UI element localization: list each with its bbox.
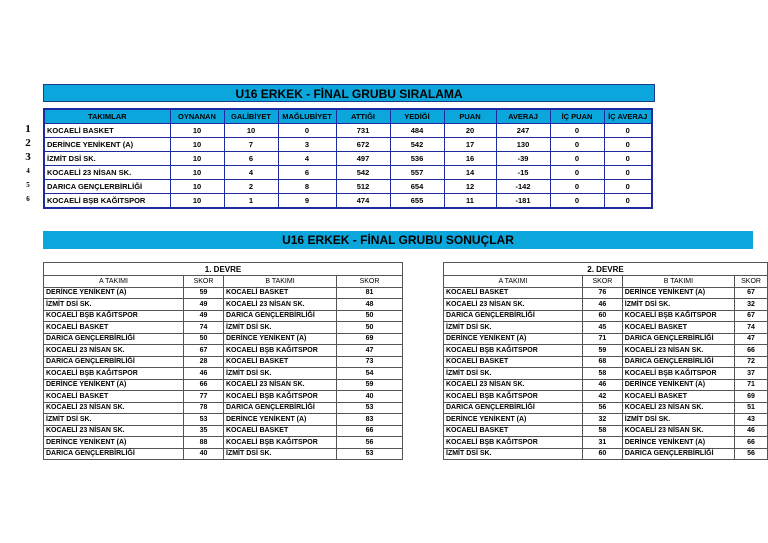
team-name: KOCAELİ BASKET [224,287,337,299]
stat-cell: 655 [390,194,444,209]
score-cell: 74 [735,322,768,334]
first-half-header-cell: A TAKIMI [44,276,184,288]
result-row [444,414,768,426]
stat-cell: -15 [496,166,550,180]
result-row [444,379,768,391]
standings-header-row [44,109,652,124]
score-cell: 40 [337,391,403,403]
first-half-header-cell: B TAKIMI [224,276,337,288]
score-cell: 43 [735,414,768,426]
stat-cell: 0 [604,166,652,180]
result-row [444,322,768,334]
stat-cell: 3 [278,138,336,152]
result-row [44,333,403,345]
first-half-header-cell: SKOR [337,276,403,288]
team-name: DERİNCE YENİKENT (A) [444,333,583,345]
stat-cell: 10 [170,138,224,152]
stat-cell: 497 [336,152,390,166]
team-name: KOCAELİ 23 NİSAN SK. [224,379,337,391]
team-name: İZMİT DSİ SK. [224,322,337,334]
team-name: DERİNCE YENİKENT (A) [224,333,337,345]
result-row [444,345,768,357]
score-cell: 59 [582,345,622,357]
team-name: KOCAELİ BŞB KAĞITSPOR [224,345,337,357]
stat-cell: -39 [496,152,550,166]
stat-cell: 10 [170,166,224,180]
score-cell: 66 [337,425,403,437]
standings-table [43,108,653,209]
stat-cell: 4 [224,166,278,180]
score-cell: 47 [735,333,768,345]
stat-cell: 0 [604,152,652,166]
team-name: KOCAELİ BŞB KAĞITSPOR [444,391,583,403]
score-cell: 53 [184,414,224,426]
rank-number: 2 [25,137,31,149]
team-name: KOCAELİ BASKET [224,425,337,437]
team-name: DERİNCE YENİKENT (A) [44,138,170,152]
stat-cell: 10 [224,124,278,138]
result-row [444,425,768,437]
standings-title: U16 ERKEK - FİNAL GRUBU SIRALAMA [43,84,655,102]
stat-cell: 10 [170,194,224,209]
result-row [444,299,768,311]
team-name: KOCAELİ BASKET [622,322,734,334]
score-cell: 46 [582,379,622,391]
result-row [44,379,403,391]
score-cell: 74 [184,322,224,334]
rank-number: 5 [26,181,30,189]
score-cell: 45 [582,322,622,334]
stat-cell: 10 [170,180,224,194]
score-cell: 66 [735,437,768,449]
result-row [44,391,403,403]
standings-header-cell: MAĞLUBİYET [278,109,336,124]
score-cell: 71 [582,333,622,345]
stat-cell: 0 [550,124,604,138]
team-name: KOCAELİ BŞB KAĞITSPOR [44,194,170,209]
stat-cell: 247 [496,124,550,138]
result-row [444,437,768,449]
team-name: KOCAELİ 23 NİSAN SK. [44,402,184,414]
score-cell: 59 [184,287,224,299]
stat-cell: 542 [336,166,390,180]
standings-row [44,180,652,194]
team-name: KOCAELİ BŞB KAĞITSPOR [44,310,184,322]
stat-cell: 0 [278,124,336,138]
standings-header-cell: AVERAJ [496,109,550,124]
standings-row [44,152,652,166]
team-name: KOCAELİ 23 NİSAN SK. [44,166,170,180]
stat-cell: 542 [390,138,444,152]
team-name: DERİNCE YENİKENT (A) [44,287,184,299]
stat-cell: 484 [390,124,444,138]
team-name: İZMİT DSİ SK. [224,448,337,460]
stat-cell: -181 [496,194,550,209]
team-name: İZMİT DSİ SK. [224,368,337,380]
rank-number: 6 [26,195,30,203]
score-cell: 42 [582,391,622,403]
team-name: KOCAELİ BASKET [622,391,734,403]
score-cell: 51 [735,402,768,414]
score-cell: 67 [735,287,768,299]
results-title: U16 ERKEK - FİNAL GRUBU SONUÇLAR [43,231,753,249]
team-name: DERİNCE YENİKENT (A) [444,414,583,426]
score-cell: 67 [735,310,768,322]
first-half-title: 1. DEVRE [44,263,403,276]
team-name: DERİNCE YENİKENT (A) [44,437,184,449]
result-row [44,368,403,380]
result-row [44,310,403,322]
score-cell: 46 [582,299,622,311]
result-row [44,425,403,437]
team-name: DERİNCE YENİKENT (A) [622,287,734,299]
first-half-table [43,262,403,460]
result-row [444,368,768,380]
team-name: KOCAELİ BŞB KAĞITSPOR [44,368,184,380]
team-name: DARICA GENÇLERBİRLİĞİ [622,448,734,460]
team-name: DERİNCE YENİKENT (A) [44,379,184,391]
score-cell: 77 [184,391,224,403]
standings-header-cell: PUAN [444,109,496,124]
team-name: DARICA GENÇLERBİRLİĞİ [224,310,337,322]
result-row [444,402,768,414]
team-name: KOCAELİ 23 NİSAN SK. [224,299,337,311]
standings-row [44,194,652,209]
score-cell: 66 [184,379,224,391]
team-name: KOCAELİ 23 NİSAN SK. [622,402,734,414]
team-name: KOCAELİ BASKET [44,391,184,403]
score-cell: 28 [184,356,224,368]
score-cell: 72 [735,356,768,368]
stat-cell: -142 [496,180,550,194]
stat-cell: 10 [170,124,224,138]
stat-cell: 731 [336,124,390,138]
team-name: KOCAELİ 23 NİSAN SK. [444,299,583,311]
standings-row [44,124,652,138]
result-row [44,322,403,334]
stat-cell: 20 [444,124,496,138]
team-name: DARICA GENÇLERBİRLİĞİ [44,333,184,345]
result-row [444,391,768,403]
score-cell: 69 [735,391,768,403]
score-cell: 46 [184,368,224,380]
team-name: DERİNCE YENİKENT (A) [622,437,734,449]
second-half-table [443,262,768,460]
stat-cell: 0 [550,152,604,166]
team-name: KOCAELİ BASKET [44,124,170,138]
result-row [444,287,768,299]
standings-header-cell: İÇ AVERAJ [604,109,652,124]
result-row [44,287,403,299]
standings-header-cell: OYNANAN [170,109,224,124]
rank-number: 4 [26,167,30,175]
score-cell: 83 [337,414,403,426]
stat-cell: 6 [278,166,336,180]
score-cell: 50 [184,333,224,345]
team-name: KOCAELİ 23 NİSAN SK. [622,345,734,357]
score-cell: 66 [735,345,768,357]
stat-cell: 10 [170,152,224,166]
team-name: KOCAELİ BŞB KAĞITSPOR [444,345,583,357]
score-cell: 50 [337,322,403,334]
team-name: DARICA GENÇLERBİRLİĞİ [44,448,184,460]
score-cell: 73 [337,356,403,368]
result-row [444,310,768,322]
stat-cell: 0 [550,180,604,194]
team-name: DARICA GENÇLERBİRLİĞİ [622,333,734,345]
result-row [44,345,403,357]
score-cell: 37 [735,368,768,380]
team-name: KOCAELİ 23 NİSAN SK. [44,425,184,437]
team-name: İZMİT DSİ SK. [444,322,583,334]
score-cell: 49 [184,310,224,322]
second-half-header-cell: B TAKIMI [622,276,734,288]
stat-cell: 0 [550,194,604,209]
standings-header-cell: GALİBİYET [224,109,278,124]
result-row [444,356,768,368]
team-name: KOCAELİ BASKET [444,425,583,437]
second-half-header-row [444,276,768,288]
team-name: İZMİT DSİ SK. [622,299,734,311]
standings-row [44,138,652,152]
score-cell: 58 [582,425,622,437]
score-cell: 68 [582,356,622,368]
stat-cell: 0 [550,138,604,152]
result-row [444,333,768,345]
team-name: KOCAELİ BASKET [224,356,337,368]
score-cell: 46 [735,425,768,437]
stat-cell: 6 [224,152,278,166]
standings-header-cell: TAKIMLAR [44,109,170,124]
score-cell: 88 [184,437,224,449]
team-name: KOCAELİ BŞB KAĞITSPOR [224,391,337,403]
stat-cell: 8 [278,180,336,194]
stat-cell: 16 [444,152,496,166]
stat-cell: 11 [444,194,496,209]
team-name: İZMİT DSİ SK. [444,448,583,460]
result-row [44,356,403,368]
team-name: KOCAELİ BŞB KAĞITSPOR [224,437,337,449]
team-name: İZMİT DSİ SK. [444,368,583,380]
score-cell: 53 [337,402,403,414]
score-cell: 56 [735,448,768,460]
team-name: DARICA GENÇLERBİRLİĞİ [44,180,170,194]
score-cell: 47 [337,345,403,357]
stat-cell: 1 [224,194,278,209]
standings-header-cell: ATTIĞI [336,109,390,124]
result-row [44,402,403,414]
score-cell: 35 [184,425,224,437]
standings-header-cell: YEDİĞİ [390,109,444,124]
score-cell: 60 [582,310,622,322]
score-cell: 32 [735,299,768,311]
score-cell: 54 [337,368,403,380]
stat-cell: 536 [390,152,444,166]
result-row [44,448,403,460]
stat-cell: 672 [336,138,390,152]
result-row [44,414,403,426]
standings-row [44,166,652,180]
team-name: DARICA GENÇLERBİRLİĞİ [444,310,583,322]
score-cell: 78 [184,402,224,414]
score-cell: 56 [337,437,403,449]
score-cell: 31 [582,437,622,449]
score-cell: 67 [184,345,224,357]
stat-cell: 0 [604,138,652,152]
stat-cell: 2 [224,180,278,194]
team-name: KOCAELİ BŞB KAĞITSPOR [622,368,734,380]
stat-cell: 0 [604,180,652,194]
stat-cell: 557 [390,166,444,180]
score-cell: 60 [582,448,622,460]
second-half-title: 2. DEVRE [444,263,768,276]
rank-number: 1 [25,123,31,135]
team-name: KOCAELİ 23 NİSAN SK. [622,425,734,437]
team-name: İZMİT DSİ SK. [44,152,170,166]
score-cell: 69 [337,333,403,345]
stat-cell: 0 [550,166,604,180]
stat-cell: 4 [278,152,336,166]
stat-cell: 14 [444,166,496,180]
second-half-header-cell: A TAKIMI [444,276,583,288]
stat-cell: 474 [336,194,390,209]
score-cell: 71 [735,379,768,391]
score-cell: 48 [337,299,403,311]
second-half-header-cell: SKOR [735,276,768,288]
score-cell: 49 [184,299,224,311]
result-row [444,448,768,460]
result-row [44,299,403,311]
team-name: KOCAELİ BŞB KAĞITSPOR [622,310,734,322]
stat-cell: 9 [278,194,336,209]
score-cell: 58 [582,368,622,380]
stat-cell: 130 [496,138,550,152]
stat-cell: 17 [444,138,496,152]
team-name: KOCAELİ 23 NİSAN SK. [44,345,184,357]
first-half-header-cell: SKOR [184,276,224,288]
team-name: DERİNCE YENİKENT (A) [622,379,734,391]
score-cell: 56 [582,402,622,414]
stat-cell: 7 [224,138,278,152]
team-name: DARICA GENÇLERBİRLİĞİ [224,402,337,414]
team-name: DARICA GENÇLERBİRLİĞİ [44,356,184,368]
team-name: İZMİT DSİ SK. [44,414,184,426]
stat-cell: 0 [604,194,652,209]
team-name: İZMİT DSİ SK. [44,299,184,311]
score-cell: 76 [582,287,622,299]
standings-header-cell: İÇ PUAN [550,109,604,124]
team-name: KOCAELİ 23 NİSAN SK. [444,379,583,391]
team-name: DARICA GENÇLERBİRLİĞİ [622,356,734,368]
team-name: DERİNCE YENİKENT (A) [224,414,337,426]
second-half-header-cell: SKOR [582,276,622,288]
stat-cell: 654 [390,180,444,194]
score-cell: 32 [582,414,622,426]
team-name: KOCAELİ BASKET [44,322,184,334]
stat-cell: 512 [336,180,390,194]
team-name: İZMİT DSİ SK. [622,414,734,426]
score-cell: 81 [337,287,403,299]
rank-number: 3 [25,151,31,163]
stat-cell: 0 [604,124,652,138]
team-name: KOCAELİ BASKET [444,287,583,299]
team-name: KOCAELİ BASKET [444,356,583,368]
result-row [44,437,403,449]
score-cell: 59 [337,379,403,391]
stat-cell: 12 [444,180,496,194]
first-half-header-row [44,276,403,288]
score-cell: 40 [184,448,224,460]
team-name: DARICA GENÇLERBİRLİĞİ [444,402,583,414]
score-cell: 50 [337,310,403,322]
team-name: KOCAELİ BŞB KAĞITSPOR [444,437,583,449]
score-cell: 53 [337,448,403,460]
